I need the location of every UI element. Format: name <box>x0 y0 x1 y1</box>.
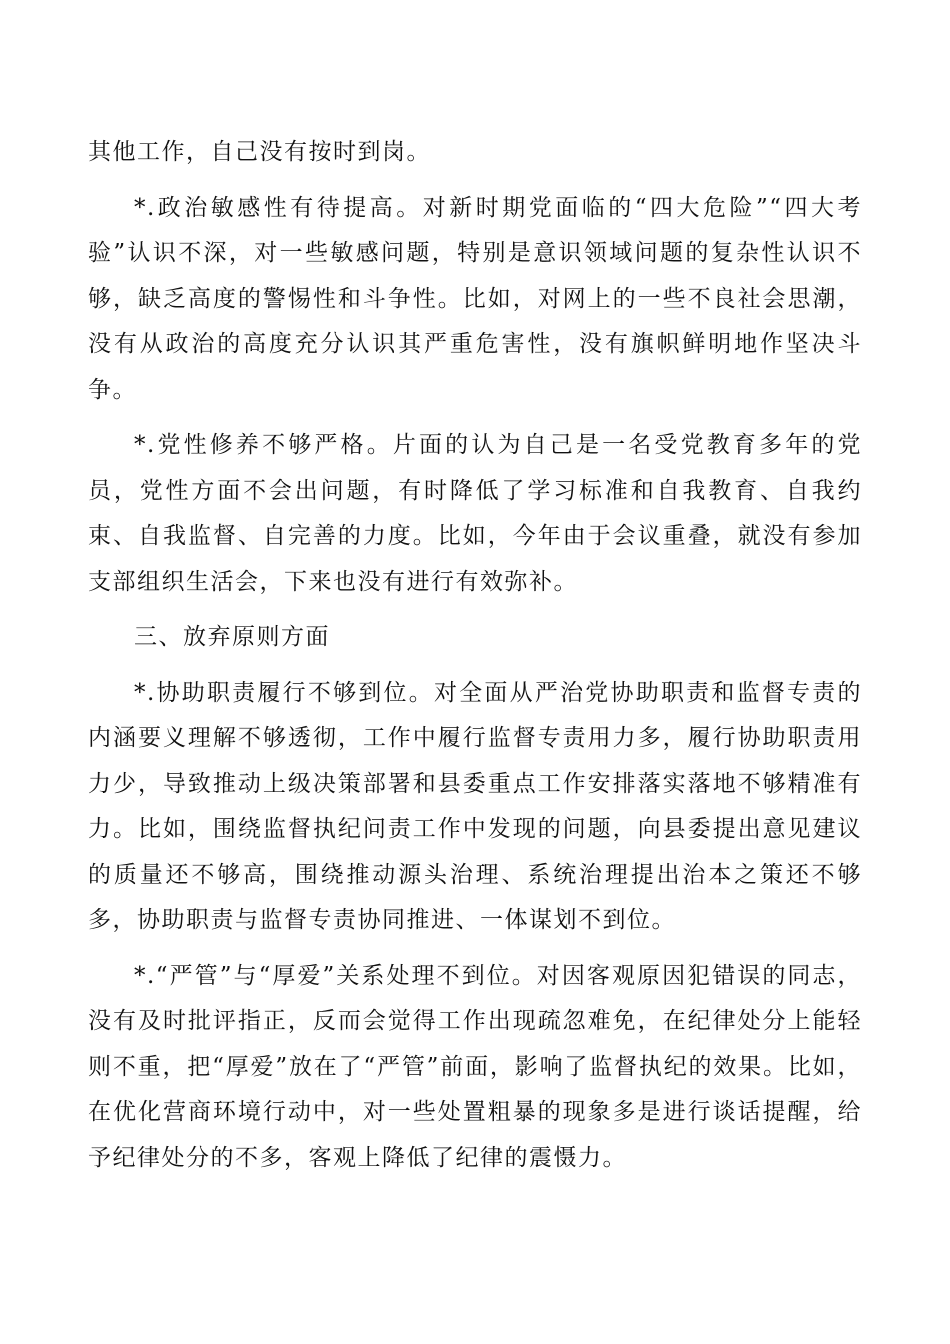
document-body <box>88 130 862 1191</box>
paragraph-strict-care: *.“严管”与“厚爱”关系处理不到位。对因客观原因犯错误的同志，没有及时批评指正，反而会觉得工作出现疏忽难免，在纪律处分上能轻则不重，把“厚爱”放在了“严管”前面，影响了监督执纪的效果。比如，在优化营商环境行动中，对一些处置粗暴的现象多是进行谈话提醒，给予纪律处分的不多，客观上降低了纪律的震慑力。 <box>88 962 862 1171</box>
paragraph-political-sensitivity: *.政治敏感性有待提高。对新时期党面临的“四大危险”“四大考验”认识不深，对一些敏感问题，特别是意识领域问题的复杂性认识不够，缺乏高度的警惕性和斗争性。比如，对网上的一些不良社会思潮，没有从政治的高度充分认识其严重危害性，没有旗帜鲜明地作坚决斗争。 <box>88 194 862 403</box>
paragraph-assist-duties: *.协助职责履行不够到位。对全面从严治党协助职责和监督专责的内涵要义理解不够透彻，工作中履行监督专责用力多，履行协助职责用力少，导致推动上级决策部署和县委重点工作安排落实落地不够精准有力。比如，围绕监督执纪问责工作中发现的问题，向县委提出意见建议的质量还不够高，围绕推动源头治理、系统治理提出治本之策还不够多，协助职责与监督专责协同推进、一体谋划不到位。 <box>88 679 862 933</box>
section-heading: 三、放弃原则方面 <box>134 624 330 650</box>
paragraph-continuation: 其他工作，自己没有按时到岗。 <box>88 139 431 165</box>
paragraph-party-cultivation: *.党性修养不够严格。片面的认为自己是一名受党教育多年的党员，党性方面不会出问题，有时降低了学习标准和自我教育、自我约束、自我监督、自完善的力度。比如，今年由于会议重叠，就没有参加支部组织生活会，下来也没有进行有效弥补。 <box>88 432 862 595</box>
